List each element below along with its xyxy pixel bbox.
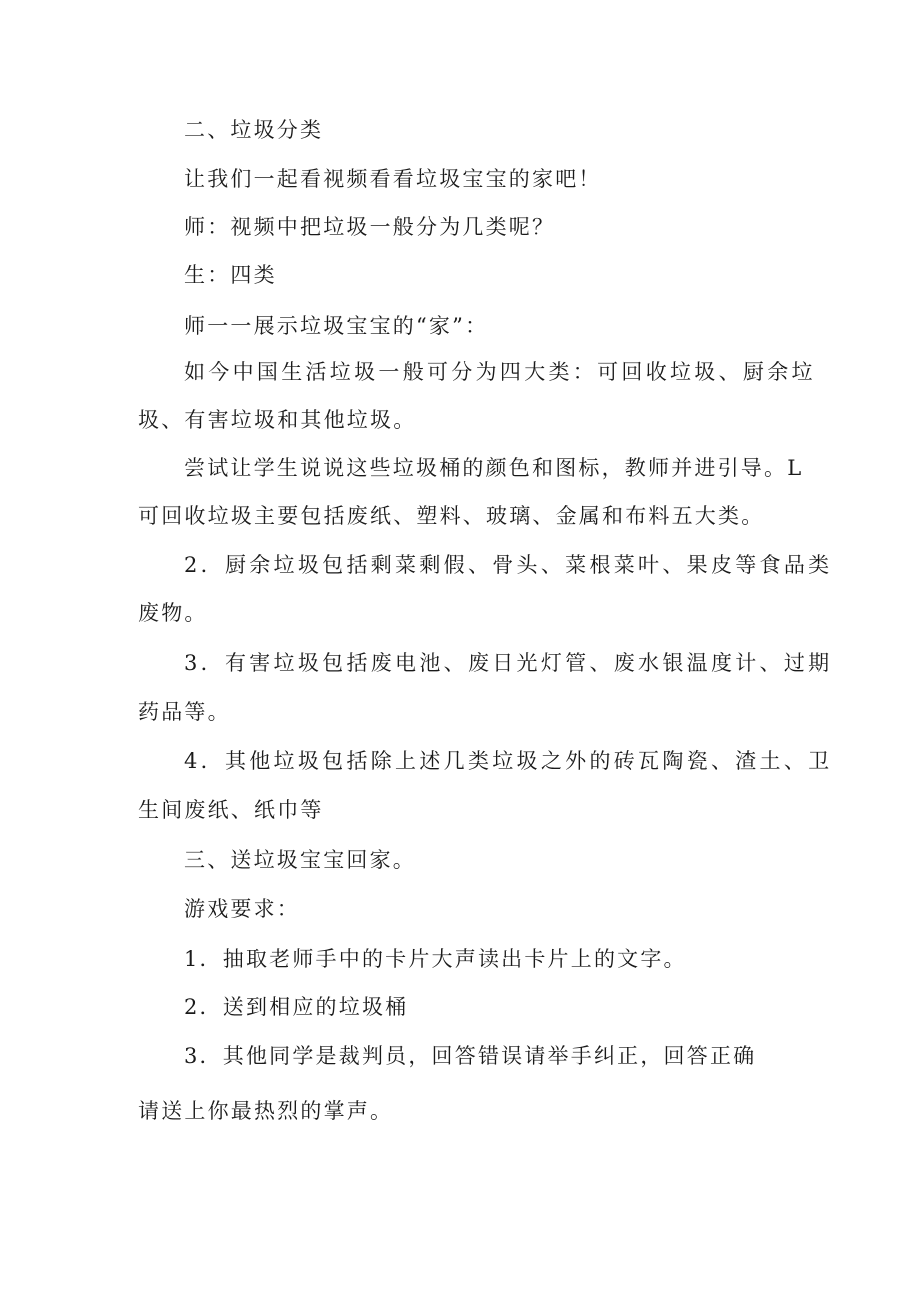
paragraph-line: 尝试让学生说说这些垃圾桶的颜色和图标，教师并进引导。L: [184, 456, 804, 480]
paragraph-line: 请送上你最热烈的掌声。: [138, 1099, 394, 1123]
paragraph-line: 生间废纸、纸巾等: [138, 798, 324, 822]
paragraph-line: 可回收垃圾主要包括废纸、塑料、玻璃、金属和布料五大类。: [138, 504, 765, 528]
section-heading: 三、送垃圾宝宝回家。: [184, 848, 416, 872]
paragraph-line: 让我们一起看视频看看垃圾宝宝的家吧！: [184, 167, 602, 191]
list-item: 2．送到相应的垃圾桶: [184, 995, 409, 1019]
paragraph-line: 废物。: [138, 601, 208, 625]
paragraph-line: 游戏要求：: [184, 897, 300, 921]
section-heading: 二、垃圾分类: [184, 118, 324, 142]
list-item: 4．其他垃圾包括除上述几类垃圾之外的砖瓦陶瓷、渣土、卫: [184, 749, 833, 773]
paragraph-line: 如今中国生活垃圾一般可分为四大类：可回收垃圾、厨余垃: [184, 360, 816, 384]
paragraph-line: 生：四类: [184, 263, 277, 287]
list-item: 1．抽取老师手中的卡片大声读出卡片上的文字。: [184, 947, 687, 971]
list-item: 3．其他同学是裁判员，回答错误请举手纠正，回答正确: [184, 1044, 757, 1068]
list-item: 3．有害垃圾包括废电池、废日光灯管、废水银温度计、过期: [184, 651, 833, 675]
paragraph-line: 师一一展示垃圾宝宝的“家”：: [184, 314, 489, 338]
paragraph-line: 师：视频中把垃圾一般分为几类呢？: [184, 215, 556, 239]
list-item: 2．厨余垃圾包括剩菜剩假、骨头、菜根菜叶、果皮等食品类: [184, 553, 833, 577]
paragraph-line: 药品等。: [138, 700, 231, 724]
paragraph-line: 圾、有害垃圾和其他垃圾。: [138, 408, 417, 432]
